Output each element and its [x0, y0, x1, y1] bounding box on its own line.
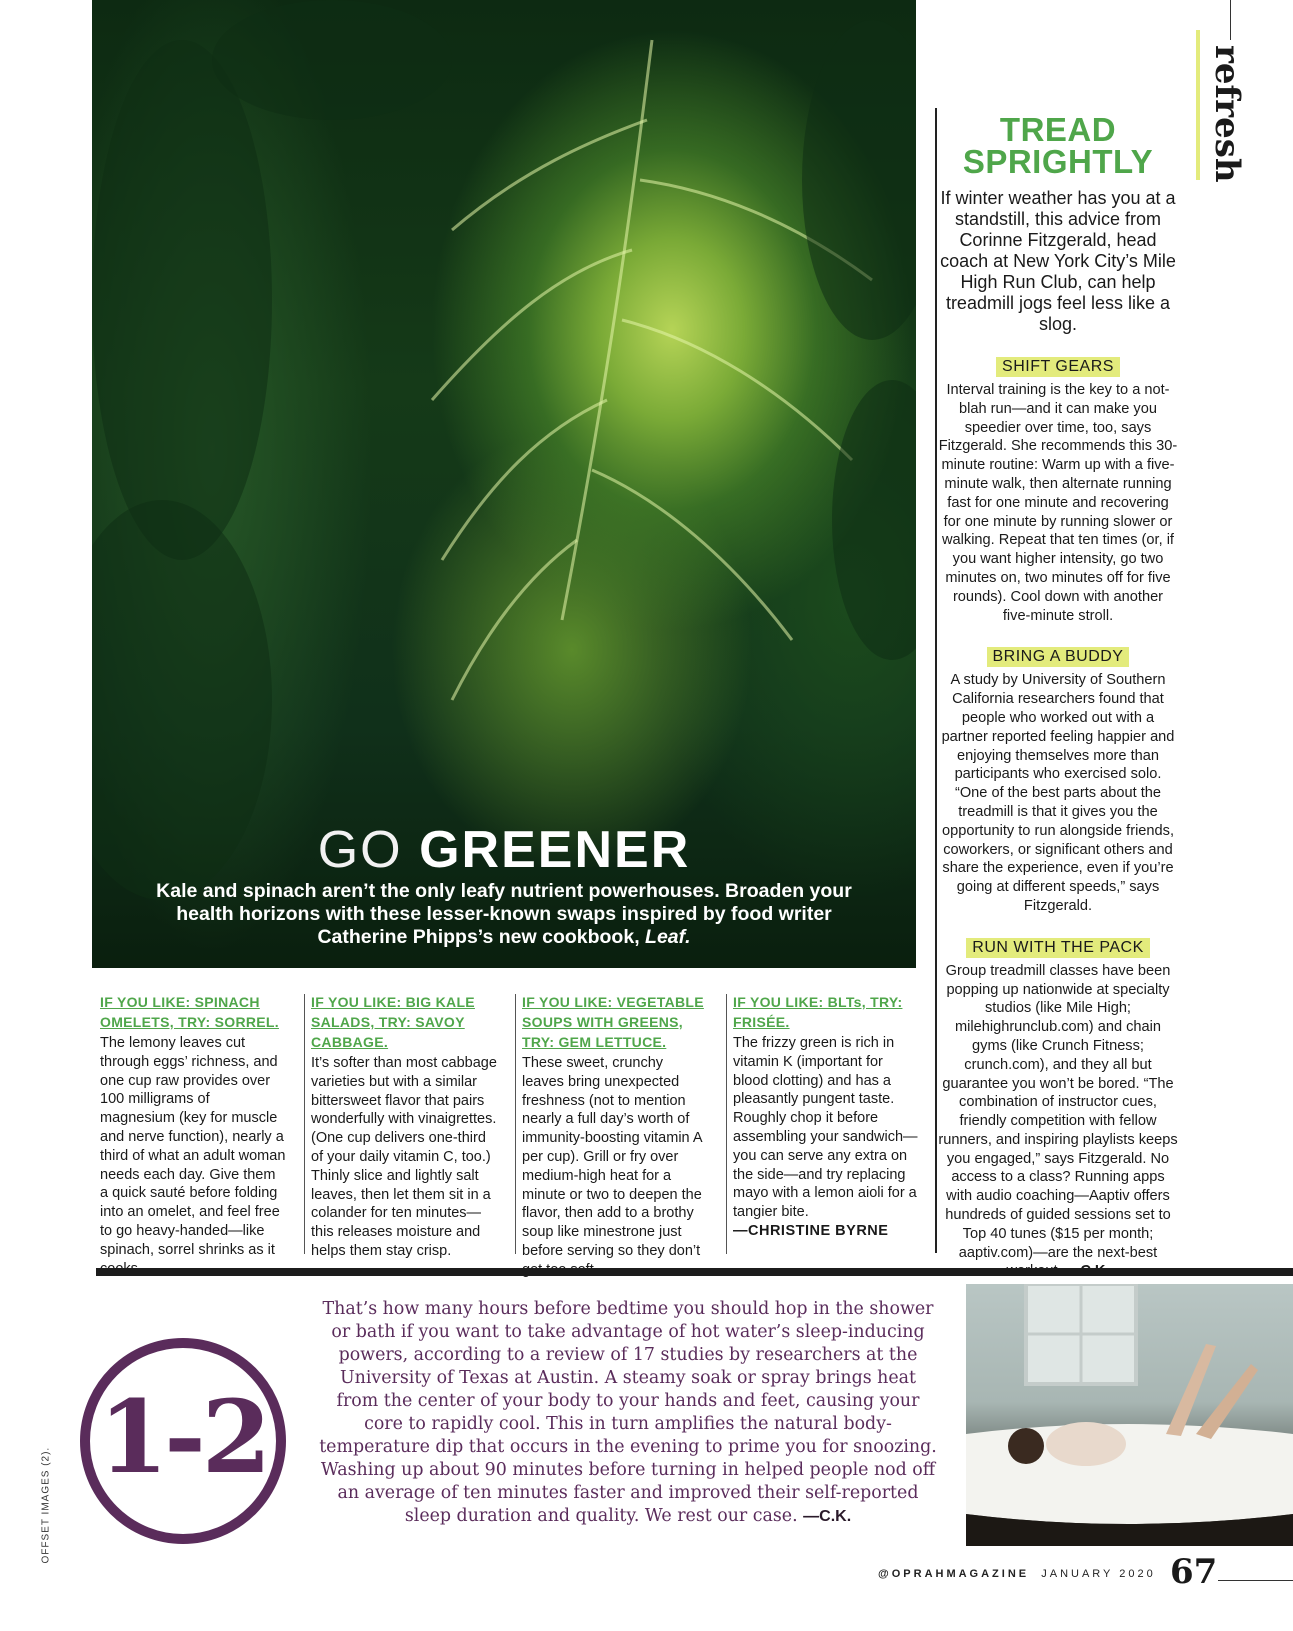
tip-divider	[726, 994, 727, 1254]
page-footer	[878, 1568, 1156, 1580]
bath-article-text	[318, 1298, 938, 1528]
page-number: 67	[1170, 1552, 1218, 1592]
tip-savoy-cabbage	[311, 992, 497, 1261]
tab-rule	[1230, 0, 1231, 40]
section-tab-bar	[1196, 30, 1200, 180]
tip-body: The frizzy green is rich in vitamin K (important for blood clotting) and has a pleasantly pungent taste. Roughly chop it before assembling your sandwich—you can serve any extra on the side—and try replacing mayo with a lemon aioli for a tangier bite.	[733, 1035, 918, 1221]
tread-title-line1: TREAD	[999, 111, 1117, 148]
section-heading: SHIFT GEARS	[996, 357, 1120, 377]
section-bring-a-buddy	[938, 647, 1178, 915]
section-text: Interval training is the key to a not-blah run—and it can make you speedier over time, too, says Fitzgerald. She recommends this 30-minute routine: Warm up with a five-minute walk, then alternate running fast for one minute and recovering for one minute by running slower or walking. Repeat that ten times (or, if you want higher intensity, go two minutes on, two minutes off for five rounds). Cool down with another five-minute stroll.	[938, 382, 1178, 624]
section-heading: BRING A BUDDY	[987, 647, 1130, 667]
photo-credit-text: OFFSET IMAGES (2).	[40, 1446, 52, 1564]
tip-heading: IF YOU LIKE: BIG KALE SALADS, TRY: SAVOY CABBAGE.	[311, 994, 475, 1050]
tip-frisee	[733, 992, 919, 1241]
section-run-with-the-pack	[938, 938, 1178, 1282]
tip-signature: —CHRISTINE BYRNE	[733, 1222, 889, 1239]
hours-circle-badge	[80, 1338, 286, 1544]
tip-heading: IF YOU LIKE: VEGETABLE SOUPS WITH GREENS, TRY: GEM LETTUCE.	[522, 994, 704, 1050]
section-heading: RUN WITH THE PACK	[966, 938, 1149, 958]
section-shift-gears	[938, 357, 1178, 625]
hero-photo-cabbage	[92, 0, 916, 968]
footer-handle: @OPRAHMAGAZINE	[878, 1568, 1030, 1580]
photo-credit	[36, 1446, 52, 1564]
tread-title-line2: SPRIGHTLY	[962, 143, 1154, 180]
section-tab-label: refresh	[1207, 45, 1247, 183]
tip-heading: IF YOU LIKE: SPINACH OMELETS, TRY: SORREL.	[100, 994, 279, 1030]
bath-signature: —C.K.	[803, 1508, 852, 1525]
hero-title-light: GO	[317, 821, 403, 879]
tip-sorrel	[100, 992, 286, 1278]
section-tab	[1207, 42, 1247, 183]
section-text: A study by University of Southern California researchers found that people who worked out with a partner reported feeling happier and enjoying themselves more than participants who exercised solo. “One of the best parts about the treadmill is that it gives you the opportunity to run alongside friends, coworkers, or significant others and share the experience, even if you’re going at different speeds,” says Fitzgerald.	[941, 672, 1175, 914]
hero-title-bold: GREENER	[419, 821, 691, 879]
hero-subtitle-text: Kale and spinach aren’t the only leafy nutrient powerhouses. Broaden your health horizons with these lesser-known swaps inspired by food writer Catherine Phipps’s new cookbook,	[156, 880, 852, 948]
hero-title	[92, 822, 916, 878]
footer-date: JANUARY 2020	[1041, 1568, 1156, 1580]
tip-body: These sweet, crunchy leaves bring unexpected freshness (not to mention nearly a full day’s worth of immunity-boosting vitamin A per cup). Grill or fry over medium-high heat for a minute or two to deepen the flavor, then add to a brothy soup like minestrone just before serving so they don’t	[522, 1055, 702, 1259]
tip-divider	[515, 994, 516, 1254]
column-rule	[935, 108, 937, 1253]
section-text-body: Group treadmill classes have been popping up nationwide at specialty studios (like Mile High; milehighrunclub.com) and chain gyms (like Crunch Fitness; crunch.com), and they all but guarantee you won’t be bored. “The combination of instructor cues, friendly competition with fellow runners, and inspiring playlists keeps you engaged,” says Fitzgerald. No access to a class? Running apps with audio coaching—Aaptiv offers hundreds of guided sessions set to Top 40 tunes ($15 per month; aaptiv.com)—are the next-best	[938, 962, 1178, 1261]
hero-book-title: Leaf.	[645, 926, 691, 948]
tip-gem-lettuce	[522, 992, 708, 1280]
hero-subtitle	[132, 880, 876, 949]
tip-body: The lemony leaves cut through eggs’ richness, and one cup raw provides over 100 milligrams of magnesium (key for muscle and nerve function), nearly a third of what an adult woman needs each day. Give them a quick sauté before folding into an omelet, and feel free to go heavy-handed—like spinach, sorrel shrinks as it	[100, 1035, 286, 1258]
hours-number: 1-2	[98, 1378, 268, 1496]
tread-intro: If winter weather has you at a standstill, this advice from Corinne Fitzgerald, head coach at New York City’s Mile High Run Club, can help treadmill jogs feel less like a slog.	[940, 188, 1176, 334]
footer-rule	[1218, 1580, 1293, 1581]
bath-photo	[966, 1284, 1293, 1546]
tread-sprightly-column	[938, 100, 1178, 1281]
tip-heading: IF YOU LIKE: BLTs, TRY: FRISÉE.	[733, 994, 903, 1030]
section-divider-rule	[96, 1268, 1293, 1276]
bathtub-illustration	[966, 1284, 1293, 1546]
tip-body: It’s softer than most cabbage varieties but with a similar bittersweet flavor that pairs wonderfully with vinaigrettes. (One cup delivers one-third of your daily vitamin C, too.) Thinly slice and lightly salt leaves, then let them sit in a colander for ten minutes—this releases moisture and helps them stay crisp.	[311, 1055, 497, 1259]
tread-title	[938, 111, 1178, 180]
section-text	[938, 962, 1178, 1282]
bath-body: That’s how many hours before bedtime you should hop in the shower or bath if you want to take advantage of hot water’s sleep-inducing powers, according to a review of 17 studies by researchers at the University of Texas at Austin. A steamy soak or spray brings heat from the center of your body to your hands and feet, causing your core to rapidly cool. This in turn amplifies the natural body-temperature dip that occurs in the evening to prime you for snoozing. Washing up about 90 minutes before turning in helped people nod off an average of ten minutes faster and improved their self-reported sleep duration and quality. We rest our case.	[319, 1299, 937, 1526]
tip-divider	[304, 994, 305, 1254]
